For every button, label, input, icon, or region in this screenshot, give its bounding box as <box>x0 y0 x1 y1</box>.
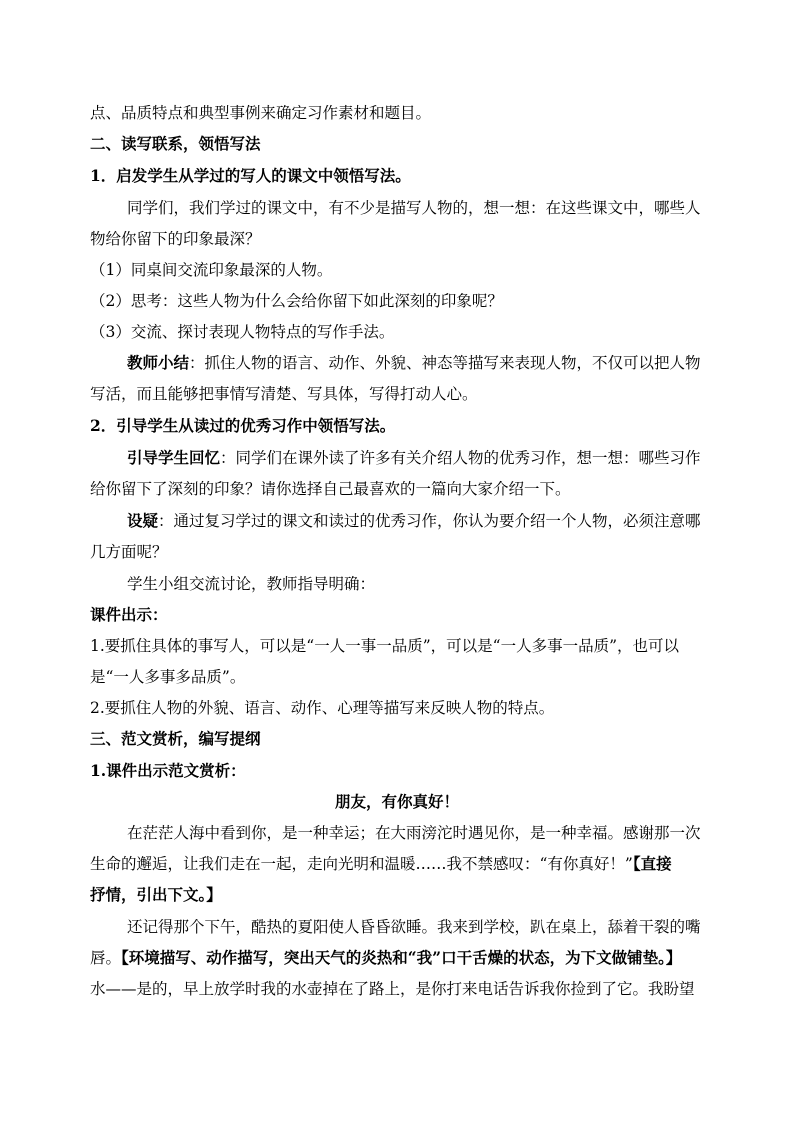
paragraph-line: 几方面呢？ <box>90 543 168 561</box>
essay-line: 水——是的，早上放学时我的水壶掉在了路上，是你打来电话告诉我你捡到了它。我盼望 <box>90 980 695 998</box>
essay-line <box>90 948 730 968</box>
paragraph-line: 点、品质特点和典型事例来确定习作素材和题目。 <box>90 104 432 122</box>
subheading-2-1: 1．启发学生从学过的写人的课文中领悟写法。 <box>90 166 411 185</box>
paragraph-line <box>127 511 767 531</box>
essay-title: 朋友，有你真好！ <box>334 792 459 811</box>
inline-text: ：通过复习学过的课文和读过的优秀习作，你认为要介绍一个人物，必须注意哪 <box>158 512 701 530</box>
list-item: 2.要抓住人物的外貌、语言、动作、心理等描写来反映人物的特点。 <box>90 699 555 717</box>
paragraph-line <box>127 353 767 373</box>
courseware-heading: 课件出示： <box>90 605 168 624</box>
annotation-note: 【环境描写、动作描写，突出天气的炎热和“我”口干舌燥的状态，为下文做铺垫。】 <box>121 948 682 967</box>
inline-text: 唇。 <box>90 949 122 967</box>
paragraph-line <box>127 448 767 468</box>
subheading-2-2: 2．引导学生从读过的优秀习作中领悟写法。 <box>90 416 396 435</box>
annotation-note: 【直接 <box>632 854 672 873</box>
paragraph-line: 同学们，我们学过的课文中，有不少是描写人物的，想一想：在这些课文中，哪些人 <box>127 199 701 217</box>
list-item: （1）同桌间交流印象最深的人物。 <box>90 261 333 279</box>
inline-text: 生命的邂逅，让我们走在一起，走向光明和温暖……我不禁感叹：“有你真好！” <box>90 855 633 873</box>
paragraph-line: 学生小组交流讨论，教师指导明确： <box>127 575 376 593</box>
subheading-3-1: 1.课件出示范文赏析： <box>90 761 246 780</box>
inline-label: 设疑 <box>127 511 159 530</box>
essay-line: 在茫茫人海中看到你，是一种幸运；在大雨滂沱时遇见你，是一种幸福。感谢那一次 <box>127 824 701 842</box>
paragraph-line: 给你留下了深刻的印象？请你选择自己最喜欢的一篇向大家介绍一下。 <box>90 480 571 498</box>
inline-label: 教师小结 <box>127 353 190 372</box>
list-item: （2）思考：这些人物为什么会给你留下如此深刻的印象呢？ <box>90 292 503 310</box>
annotation-note: 抒情，引出下文。】 <box>90 885 222 904</box>
section-heading-3: 三、范文赏析，编写提纲 <box>90 729 261 748</box>
inline-text: ：同学们在课外读了许多有关介绍人物的优秀习作，想一想：哪些习作 <box>220 449 701 467</box>
essay-line: 还记得那个下午，酷热的夏阳使人昏昏欲睡。我来到学校，趴在桌上，舔着干裂的嘴 <box>127 918 701 936</box>
paragraph-line: 写活，而且能够把事情写清楚、写具体，写得打动人心。 <box>90 385 478 403</box>
essay-line <box>90 854 730 874</box>
list-item-continued: 是“一人多事多品质”。 <box>90 668 246 686</box>
paragraph-line: 物给你留下的印象最深？ <box>90 230 261 248</box>
section-heading-2: 二、读写联系，领悟写法 <box>90 134 261 153</box>
list-item: （3）交流、探讨表现人物特点的写作手法。 <box>90 323 395 341</box>
inline-label: 引导学生回忆 <box>127 448 221 467</box>
list-item: 1.要抓住具体的事写人，可以是“一人一事一品质”，可以是“一人多事一品质”，也可以 <box>90 637 679 655</box>
inline-text: ：抓住人物的语言、动作、外貌、神态等描写来表现人物，不仅可以把人物 <box>189 354 701 372</box>
